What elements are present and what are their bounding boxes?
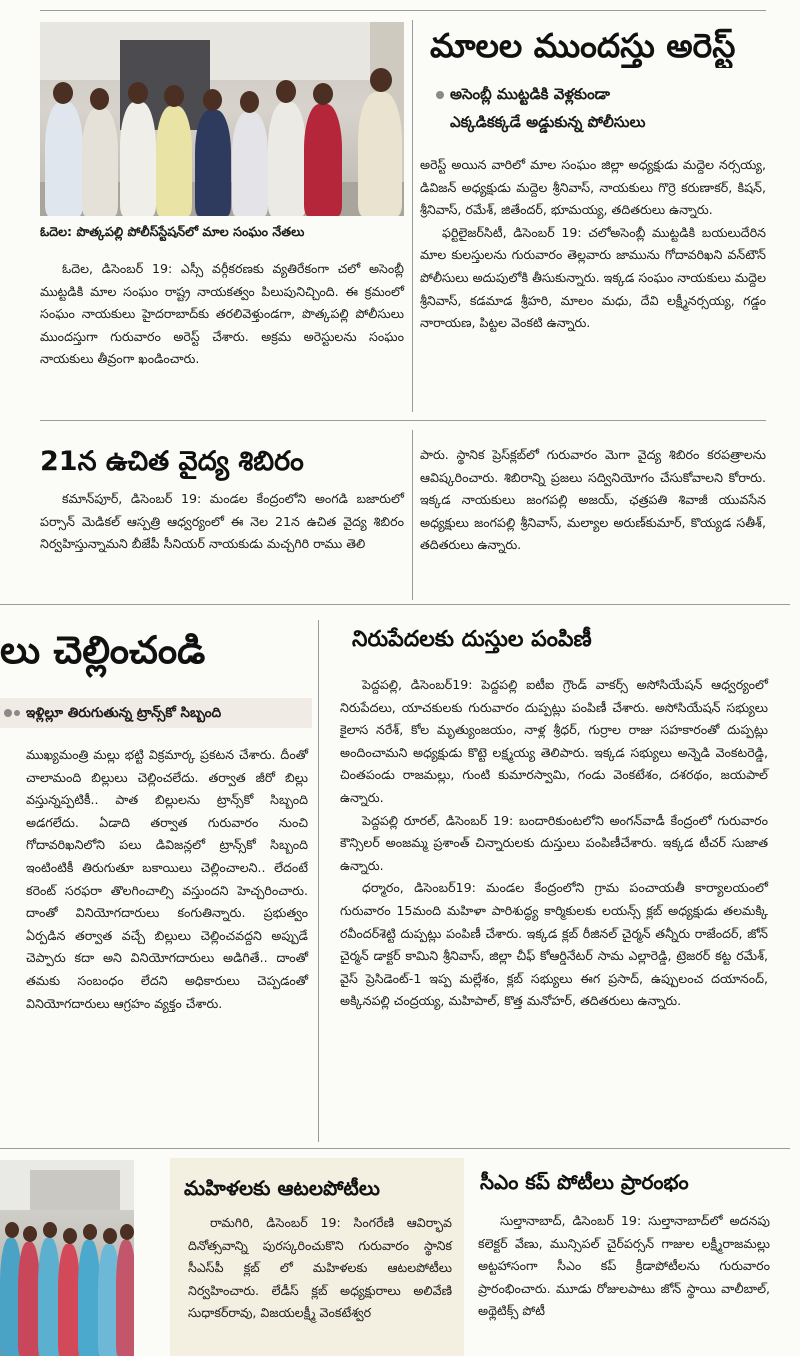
bullet-icon bbox=[4, 709, 12, 717]
article6-headline: సీఎం కప్ పోటీలు ప్రారంభం bbox=[480, 1170, 689, 1194]
bottom-photo bbox=[0, 1160, 134, 1356]
column-rule-1 bbox=[412, 20, 413, 412]
article3-headline: లు చెల్లించండి bbox=[0, 628, 206, 672]
article1-subhead-line1: అసెంబ్లీ ముట్టడికి వెళ్లకుండా bbox=[450, 85, 610, 103]
divider-1 bbox=[40, 420, 766, 421]
article2-right-body bbox=[420, 444, 766, 557]
article3-subhead-band bbox=[0, 698, 312, 728]
bullet-icon bbox=[436, 91, 444, 99]
article1-subhead bbox=[436, 80, 776, 136]
divider-3 bbox=[0, 1148, 790, 1149]
column-rule-3 bbox=[318, 620, 319, 1142]
article5-body bbox=[188, 1212, 452, 1325]
article4-paragraph-3: ధర్మారం, డిసెంబర్19: మండల కేంద్రంలోని గ్రామ పంచాయతీ కార్యాలయంలో గురువారం 15మంది మహిళా పారిశుద్ధ్య కార్మికులకు లయన్స్ క్లబ్ అధ్యక్షుడు తలమక్కి రవీందర్‌శెట్టి దుప్పట్లు పంపిణీ చేశారు. ఇక్కడ క్లబ్ రీజినల్ చైర్మన్ తన్నీరు రాజేందర్, జోన్ చైర్మన్ డాక్టర్ కామిని శ్రీనివాస్, జిల్లా చీఫ్ కోఆర్డినేటర్ సామ ఎల్లారెడ్డి, ట్రెజరర్ కట్ట రమేశ్, వైస్ ప్రెసిడెంట్-1 ఇప్ప మల్లేశం, క్లబ్ సభ్యులు ఈగ ప్రసాద్, ఉప్పులంచ దయానంద్, అక్కినపల్లి చంద్రయ్య, మహిపాల్, కొత్త మనోహర్, తదితరులు ఉన్నారు. bbox=[340, 880, 768, 1009]
article1-right-paragraph-1: అరెస్ట్ అయిన వారిలో మాల సంఘం జిల్లా అధ్యక్షుడు మద్దెల నర్సయ్య, డివిజన్ అధ్యక్షుడు మద్దెల శ్రీనివాస్, నాయకులు గొర్రె కరుణాకర్, కిషన్, శ్రీనివాస్, రమేశ్, జితేందర్, భూమయ్య, తదితరులు ఉన్నారు. bbox=[420, 157, 766, 218]
article5-paragraph: రామగిరి, డిసెంబర్ 19: సింగరేణి ఆవిర్భావ దినోత్సవాన్ని పురస్కరించుకొని గురువారం స్థానిక సీఎస్‌పీ క్లబ్ లో మహిళలకు ఆటలపోటీలు నిర్వహించారు. లేడీస్ క్లబ్ అధ్యక్షురాలు అలివేణి సుధాకర్‌రావు, విజయలక్ష్మీ వెంకటేశ్వర bbox=[188, 1215, 452, 1321]
article4-paragraph-2: పెద్దపల్లి రూరల్, డిసెంబర్ 19: బందారికుంటలోని అంగన్‌వాడీ కేంద్రంలో గురువారం కౌన్సిలర్ అంజమ్మ ప్రశాంత్ చిన్నారులకు దుస్తులు పంపిణీచేశారు. ఇక్కడ టీచర్ సుజాత ఉన్నారు. bbox=[340, 812, 768, 873]
article4-paragraph-1: పెద్దపల్లి, డిసెంబర్19: పెద్దపల్లి ఐటీఐ గ్రౌండ్ వాకర్స్ అసోసియేషన్ ఆధ్వర్యంలో నిరుపేదలు, యాచకులకు గురువారం దుప్పట్లు పంపిణీ చేశారు. అసోసియేషన్ సభ్యులు కైలాస నరేశ్, కోల మృత్యుంజయం, నాళ్ల శ్రీధర్, గుర్రాల రాజు సహకారంతో దుప్పట్లు అందించామని అధ్యక్షుడు కొట్టె లక్ష్మయ్య తెలిపారు. ఇక్కడ సభ్యులు అన్నెడి వెంకటరెడ్డి, చింతపండు రాజమల్లు, గుంటి కుమారస్వామి, గండు వెంకటేశం, దశరథం, జయపాల్ ఉన్నారు. bbox=[340, 677, 768, 805]
column-rule-2 bbox=[412, 430, 413, 600]
article6-body bbox=[478, 1210, 770, 1323]
article1-left-body bbox=[40, 258, 404, 371]
article6-paragraph: సుల్తానాబాద్, డిసెంబర్ 19: సుల్తానాబాద్‌లో అదనపు కలెక్టర్ వేణు, మున్సిపల్ చైర్‌పర్సన్ గాజుల లక్ష్మీరాజమల్లు అట్టహాసంగా సీఎం కప్ క్రీడాపోటీలను గురువారం ప్రారంభించారు. మూడు రోజులపాటు జోన్ స్థాయి వాలీబాల్, అథ్లెటిక్స్ పోటీ bbox=[478, 1213, 770, 1319]
article3-paragraph: ముఖ్యమంత్రి మల్లు భట్టి విక్రమార్క ప్రకటన చేశారు. దీంతో చాలామంది బిల్లులు చెల్లించలేదు. తర్వాత జీరో బిల్లు వస్తున్నప్పటికీ.. పాత బిల్లులను ట్రాన్స్‌కో సిబ్బంది అడగలేదు. ఏడాది తర్వాత గురువారం నుంచి గోదావరిఖనిలోని పలు డివిజన్లలో ట్రాన్స్‌కో సిబ్బంది ఇంటింటికీ తిరుగుతూ బకాయిలు చెల్లించాలని.. లేదంటే కరెంట్ సరఫరా తొలగించాల్సి వస్తుందని హెచ్చరించారు. దాంతో వినియోగదారులు కంగుతిన్నారు. ప్రభుత్వం ఏర్పడిన తర్వాత వచ్చే బిల్లులు చెల్లించవద్దని అప్పుడే చెప్పారు కదా అని వినియోగదారులు అడిగితే.. దాంతో తమకు సంబంధం లేదని అధికారులు చెప్పడంతో వినియోగదారులు ఆగ్రహం వ్యక్తం చేశారు. bbox=[26, 747, 308, 1011]
top-rule bbox=[40, 10, 766, 11]
article5-headline: మహిళలకు ఆటలపోటీలు bbox=[184, 1176, 380, 1200]
article1-left-paragraph: ఓదెల, డిసెంబర్ 19: ఎస్సీ వర్గీకరణకు వ్యతిరేకంగా చలో అసెంబ్లీ ముట్టడికి మాల సంఘం రాష్ట్ర నాయకత్వం పిలుపునిచ్చింది. ఈ క్రమంలో సంఘం నాయకులు హైదరాబాద్‌కు తరలివెళ్తుండగా, పొత్కపల్లి పోలీసులు ముందస్తుగా గురువారం అరెస్ట్ చేశారు. అక్రమ అరెస్టులను సంఘం నాయకులు తీవ్రంగా ఖండించారు. bbox=[40, 261, 404, 367]
article2-headline: 21న ఉచిత వైద్య శిబిరం bbox=[40, 446, 304, 477]
article1-subhead-line2: ఎక్కడికక్కడే అడ్డుకున్న పోలీసులు bbox=[450, 113, 646, 131]
bullet-icon bbox=[14, 710, 20, 716]
article1-photo bbox=[40, 22, 404, 216]
divider-2 bbox=[0, 604, 790, 605]
article5-box bbox=[170, 1158, 464, 1356]
article2-right-paragraph: పారు. స్థానిక ప్రెస్‌క్లబ్‌లో గురువారం మెగా వైద్య శిబిరం కరపత్రాలను ఆవిష్కరించారు. శిబిరాన్ని ప్రజలు సద్వినియోగం చేసుకోవాలని కోరారు. ఇక్కడ నాయకులు జంగపల్లి అజయ్, ఛత్రపతి శివాజీ యువసేన అధ్యక్షులు జంగపల్లి శ్రీనివాస్, మల్యాల అరుణ్‌కుమార్, కొయ్యడ సతీశ్, తదితరులు ఉన్నారు. bbox=[420, 447, 766, 553]
article2-left-paragraph: కమాన్‌పూర్, డిసెంబర్ 19: మండల కేంద్రంలోని అంగడి బజారులో పర్సాన్ మెడికల్ ఆస్పత్రి ఆధ్వర్యంలో ఈ నెల 21న ఉచిత వైద్య శిబిరం నిర్వహిస్తున్నామని బీజేపీ సీనియర్ నాయకుడు మచ్చగిరి రాము తెలి bbox=[40, 491, 404, 552]
article4-headline: నిరుపేదలకు దుస్తుల పంపిణీ bbox=[352, 627, 592, 652]
article1-headline: మాలల ముందస్తు అరెస్ట్ bbox=[430, 26, 736, 65]
article1-right-body bbox=[420, 154, 766, 335]
article2-left-body bbox=[40, 488, 404, 556]
article3-subhead: ఇళ్లిల్లూ తిరుగుతున్న ట్రాన్స్‌కో సిబ్బంది bbox=[26, 705, 222, 721]
photo-caption: ఓదెల: పొత్కపల్లి పోలీస్‌స్టేషన్‌లో మాల సంఘం నేతలు bbox=[40, 224, 305, 239]
article4-body bbox=[340, 674, 768, 1013]
article3-body bbox=[26, 744, 308, 1015]
article1-right-paragraph-2: ఫర్టిలైజర్‌సిటీ, డిసెంబర్ 19: చలోఅసెంబ్లీ ముట్టడికి బయలుదేరిన మాల కులస్తులను గురువారం తెల్లవారు జామును గోదావరిఖని వన్‌టౌన్ పోలీసులు అదుపులోకి తీసుకున్నారు. ఇక్కడ సంఘం నాయకులు మద్దెల శ్రీనివాస్, కడమాడ శ్రీహరి, మాలం మధు, దేవి లక్ష్మీనర్సయ్య, గడ్డం నారాయణ, పిట్టల వెంకటి ఉన్నారు. bbox=[420, 224, 766, 331]
